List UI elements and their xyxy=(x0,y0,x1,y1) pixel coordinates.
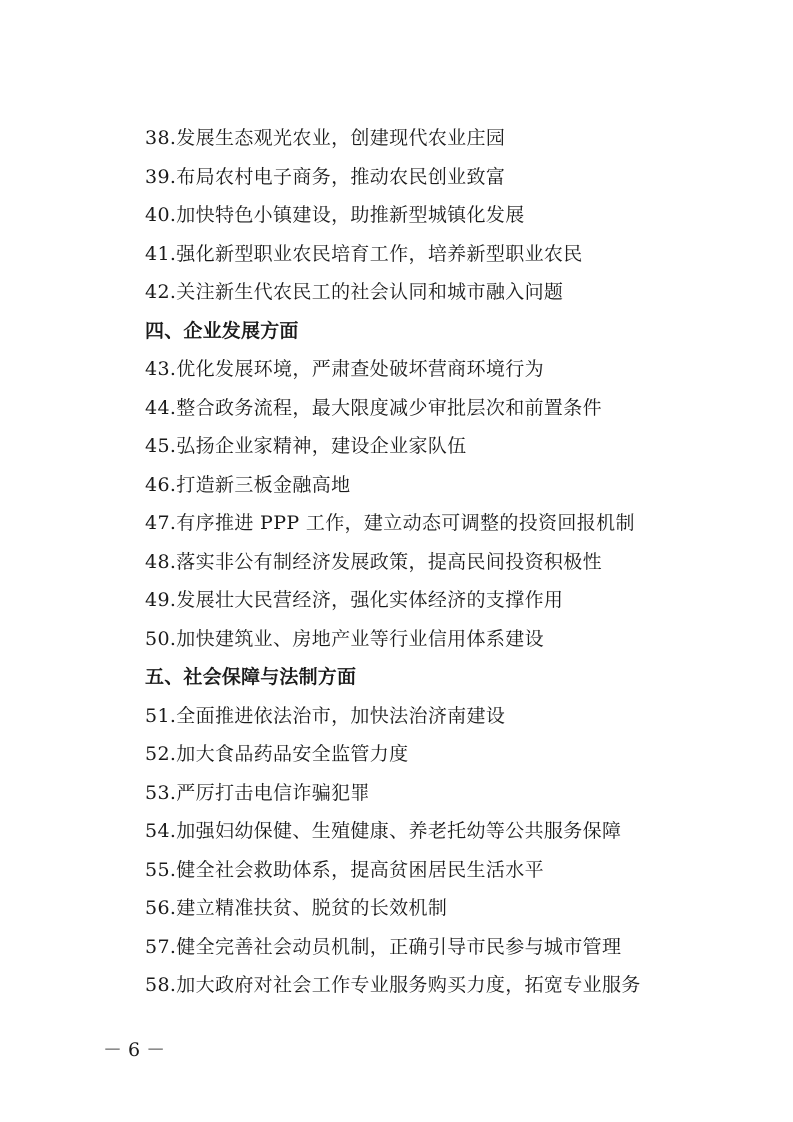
list-item: 54.加强妇幼保健、生殖健康、养老托幼等公共服务保障 xyxy=(145,820,622,842)
section-heading-enterprise: 四、企业发展方面 xyxy=(145,319,299,342)
list-item: 48.落实非公有制经济发展政策，提高民间投资积极性 xyxy=(145,550,602,573)
list-item: 49.发展壮大民营经济，强化实体经济的支撑作用 xyxy=(145,589,564,611)
page-number: － 6 － xyxy=(103,1039,166,1061)
list-item: 40.加快特色小镇建设，助推新型城镇化发展 xyxy=(145,204,525,226)
list-item: 38.发展生态观光农业，创建现代农业庄园 xyxy=(145,127,506,149)
list-item: 41.强化新型职业农民培育工作，培养新型职业农民 xyxy=(145,242,583,265)
list-item: 52.加大食品药品安全监管力度 xyxy=(145,743,409,765)
section-heading-social-security: 五、社会保障与法制方面 xyxy=(145,666,357,688)
list-item: 57.健全完善社会动员机制，正确引导市民参与城市管理 xyxy=(145,935,622,958)
list-item: 56.建立精准扶贫、脱贫的长效机制 xyxy=(145,897,448,919)
list-item: 43.优化发展环境，严肃查处破坏营商环境行为 xyxy=(145,358,544,380)
list-item: 47.有序推进 PPP 工作，建立动态可调整的投资回报机制 xyxy=(145,512,635,534)
document-body xyxy=(145,119,765,1005)
list-item: 51.全面推进依法治市，加快法治济南建设 xyxy=(145,704,506,727)
list-item: 46.打造新三板金融高地 xyxy=(145,473,351,496)
list-item: 50.加快建筑业、房地产业等行业信用体系建设 xyxy=(145,627,544,650)
list-item: 44.整合政务流程，最大限度减少审批层次和前置条件 xyxy=(145,396,602,419)
list-item: 55.健全社会救助体系，提高贫困居民生活水平 xyxy=(145,858,544,881)
list-item: 45.弘扬企业家精神，建设企业家队伍 xyxy=(145,435,467,457)
list-item: 42.关注新生代农民工的社会认同和城市融入问题 xyxy=(145,281,564,303)
list-item: 39.布局农村电子商务，推动农民创业致富 xyxy=(145,165,506,188)
list-item: 58.加大政府对社会工作专业服务购买力度，拓宽专业服务 xyxy=(145,974,641,996)
list-item: 53.严厉打击电信诈骗犯罪 xyxy=(145,781,370,804)
